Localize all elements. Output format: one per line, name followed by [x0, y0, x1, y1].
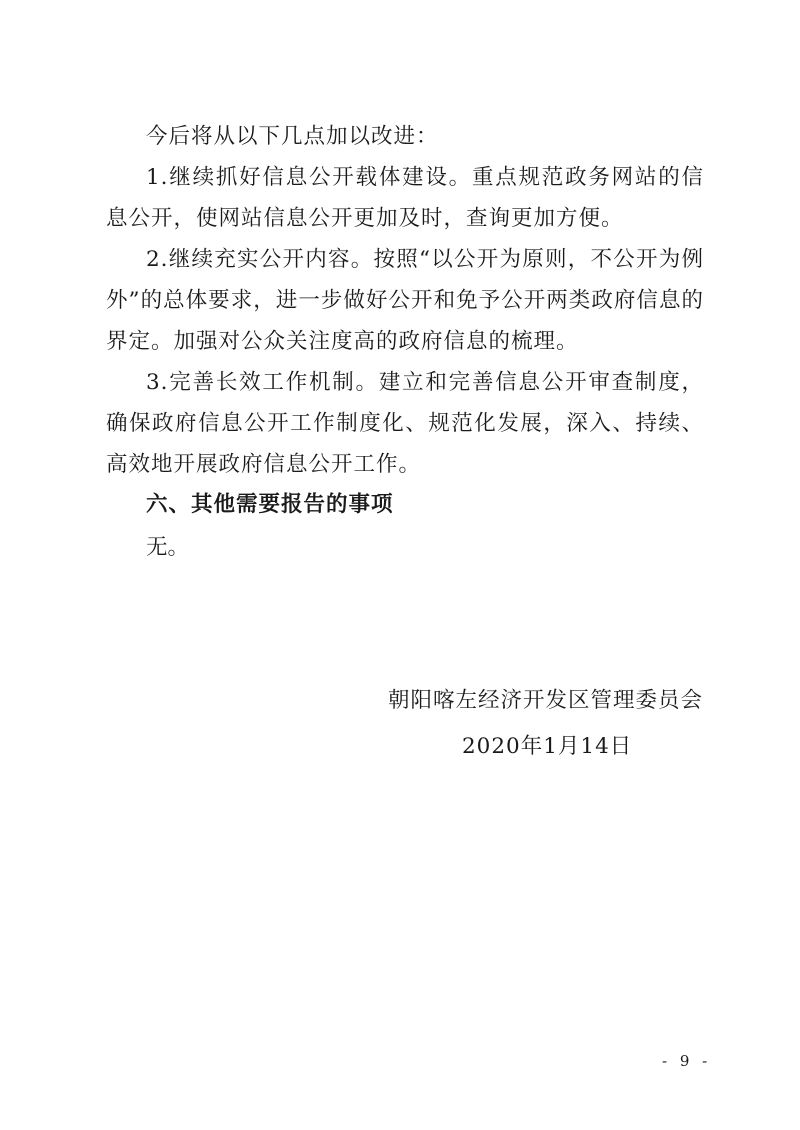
section-heading: 六、其他需要报告的事项	[146, 492, 394, 517]
improvement-item-3: 3.完善长效工作机制。建立和完善信息公开审查制度，确保政府信息公开工作制度化、规范化发展，深入、持续、高效地开展政府信息公开工作。	[106, 370, 704, 477]
page-number: - 9 -	[662, 1052, 712, 1070]
issuer-signature: 朝阳喀左经济开发区管理委员会	[388, 688, 704, 713]
improvement-item-2: 2.继续充实公开内容。按照“以公开为原则，不公开为例外”的总体要求，进一步做好公开和免予公开两类政府信息的界定。加强对公众关注度高的政府信息的梳理。	[106, 247, 704, 354]
issue-date: 2020年1月14日	[462, 734, 633, 759]
section-body: 无。	[146, 535, 190, 560]
intro-paragraph: 今后将从以下几点加以改进：	[146, 124, 439, 149]
improvement-item-1: 1.继续抓好信息公开载体建设。重点规范政务网站的信息公开，使网站信息公开更加及时，查询更加方便。	[106, 165, 704, 231]
